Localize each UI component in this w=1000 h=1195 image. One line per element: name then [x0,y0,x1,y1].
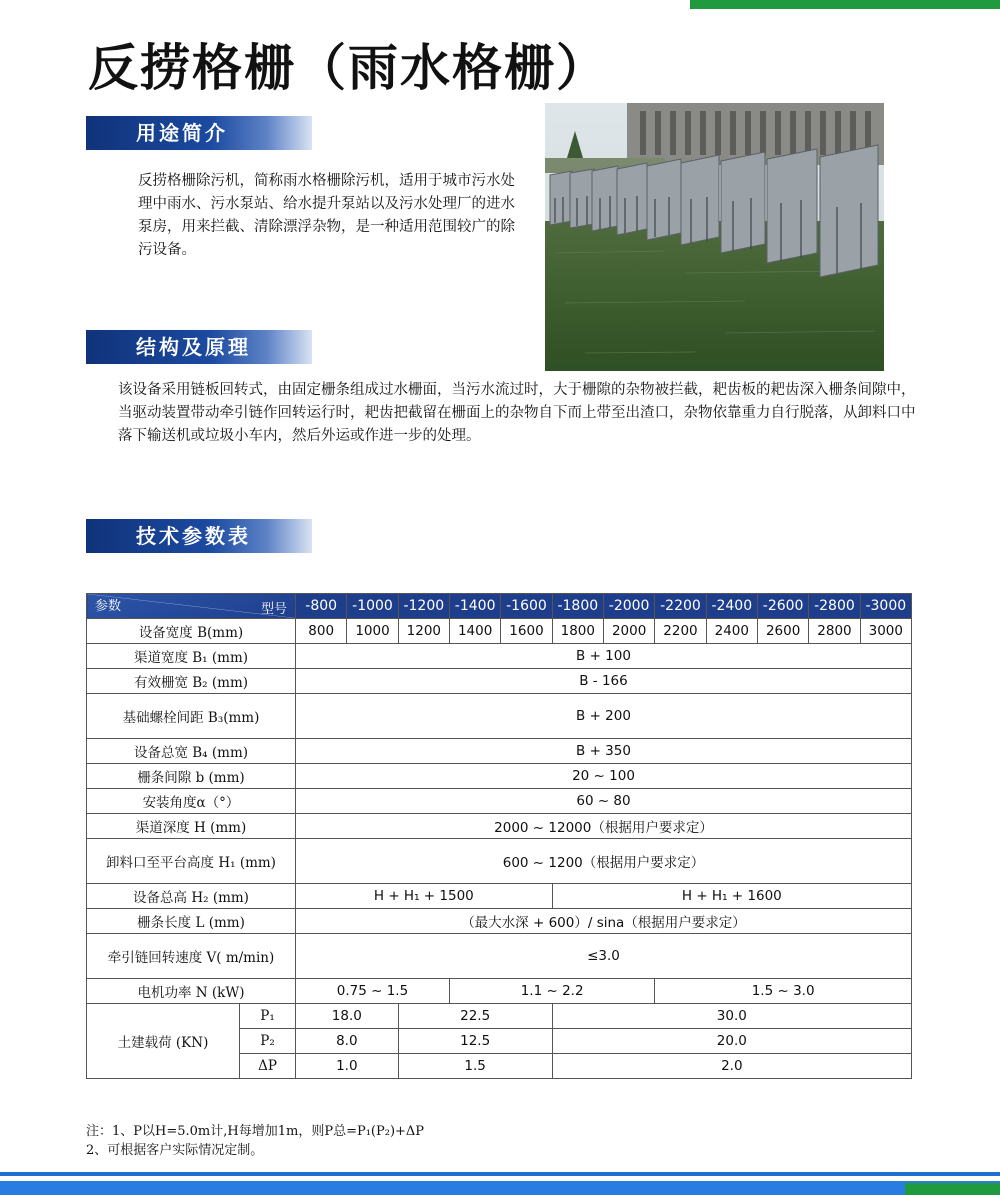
table-cell: 1200 [398,619,449,644]
table-cell: 3000 [860,619,911,644]
table-cell: B + 350 [296,739,912,764]
grille-photo-illustration [545,103,884,371]
row-label: 电机功率 N (kW) [87,979,296,1004]
model-cell: -1600 [501,594,552,619]
bottom-bar [0,1181,1000,1195]
table-cell: H + H₁ + 1500 [296,884,553,909]
table-header-row [87,594,912,619]
table-row [87,669,912,694]
footnote-2: 2、可根据客户实际情况定制。 [86,1143,264,1158]
section-header-params: 技术参数表 [86,519,312,553]
model-cell: -1800 [552,594,603,619]
row-label: 有效栅宽 B₂ (mm) [87,669,296,694]
model-cell: -2400 [706,594,757,619]
header-param-label: 参数 [95,599,122,614]
row-label: 卸料口至平台高度 H₁ (mm) [87,839,296,884]
table-row [87,934,912,979]
table-cell: 18.0 [296,1004,399,1029]
footnotes [86,1122,424,1160]
row-label: 设备总高 H₂ (mm) [87,884,296,909]
model-cell: -1000 [347,594,398,619]
model-cell: -2000 [603,594,654,619]
table-cell: 60 ~ 80 [296,789,912,814]
table-cell: 2800 [809,619,860,644]
structure-paragraph: 该设备采用链板回转式，由固定栅条组成过水栅面，当污水流过时，大于栅隙的杂物被拦截，耙齿板的耙齿深入栅条间隙中，当驱动装置带动牵引链作回转运行时，耙齿把截留在栅面上的杂物自下而上带至出渣口，杂物依靠重力自行脱落，从卸料口中落下输送机或垃圾小车内，然后外运或作进一步的处理。 [118,382,916,444]
table-row [87,694,912,739]
table-cell: 2400 [706,619,757,644]
table-row [87,1004,912,1029]
model-cell: -800 [296,594,347,619]
table-cell: 1000 [347,619,398,644]
table-cell: B - 166 [296,669,912,694]
load-name-cell: ΔP [240,1054,296,1079]
table-cell: 1.1 ~ 2.2 [449,979,654,1004]
model-cell: -3000 [860,594,911,619]
table-row [87,619,912,644]
table-cell: 20.0 [552,1029,911,1054]
row-label: 渠道深度 H (mm) [87,814,296,839]
load-name-cell: P₁ [240,1004,296,1029]
table-cell: 22.5 [398,1004,552,1029]
table-row [87,814,912,839]
model-cell: -2800 [809,594,860,619]
model-cell: -1400 [449,594,500,619]
table-cell: （最大水深 + 600）/ sina（根据用户要求定） [296,909,912,934]
table-row [87,839,912,884]
spec-table [86,593,912,1079]
header-model-label: 型号 [260,602,287,617]
usage-paragraph: 反捞格栅除污机，简称雨水格栅除污机，适用于城市污水处理中雨水、污水泵站、给水提升泵站以及污水处理厂的进水泵房，用来拦截、清除漂浮杂物，是一种适用范围较广的除污设备。 [138,173,515,258]
table-row [87,644,912,669]
table-row [87,909,912,934]
table-cell: 1400 [449,619,500,644]
equipment-photo [545,103,884,371]
table-cell: 1.0 [296,1054,399,1079]
table-cell: 20 ~ 100 [296,764,912,789]
table-cell: 800 [296,619,347,644]
table-cell: 0.75 ~ 1.5 [296,979,450,1004]
row-label: 土建载荷 (KN) [87,1004,240,1079]
row-label: 栅条间隙 b (mm) [87,764,296,789]
table-row [87,764,912,789]
section-header-usage: 用途简介 [86,116,312,150]
row-label: 设备宽度 B(mm) [87,619,296,644]
table-cell: 2.0 [552,1054,911,1079]
page-title: 反捞格栅（雨水格栅） [88,38,608,97]
table-cell: 600 ~ 1200（根据用户要求定） [296,839,912,884]
table-cell: 2000 [603,619,654,644]
table-cell: 2200 [655,619,706,644]
table-cell: B + 200 [296,694,912,739]
table-cell: 1600 [501,619,552,644]
table-row [87,789,912,814]
table-cell: 1.5 [398,1054,552,1079]
model-cell: -2200 [655,594,706,619]
table-row [87,884,912,909]
table-cell: B + 100 [296,644,912,669]
table-cell: 8.0 [296,1029,399,1054]
model-cell: -2600 [757,594,808,619]
section-header-structure: 结构及原理 [86,330,312,364]
row-label: 渠道宽度 B₁ (mm) [87,644,296,669]
table-cell: 30.0 [552,1004,911,1029]
load-name-cell: P₂ [240,1029,296,1054]
table-row [87,739,912,764]
bottom-rule [0,1172,1000,1176]
model-cell: -1200 [398,594,449,619]
table-cell: 1800 [552,619,603,644]
row-label: 栅条长度 L (mm) [87,909,296,934]
table-cell: 2000 ~ 12000（根据用户要求定） [296,814,912,839]
row-label: 基础螺栓间距 B₃(mm) [87,694,296,739]
table-corner-cell [87,594,296,619]
table-cell: 2600 [757,619,808,644]
table-row [87,979,912,1004]
top-accent-bar [690,0,1000,9]
bottom-green-accent [905,1183,1000,1195]
table-cell: 12.5 [398,1029,552,1054]
table-cell: ≤3.0 [296,934,912,979]
table-cell: 1.5 ~ 3.0 [655,979,912,1004]
row-label: 安装角度α（°） [87,789,296,814]
row-label: 牵引链回转速度 V( m/min) [87,934,296,979]
footnote-1: 注：1、P以H=5.0m计,H每增加1m，则P总=P₁(P₂)+ΔP [86,1124,425,1139]
row-label: 设备总宽 B₄ (mm) [87,739,296,764]
table-cell: H + H₁ + 1600 [552,884,911,909]
